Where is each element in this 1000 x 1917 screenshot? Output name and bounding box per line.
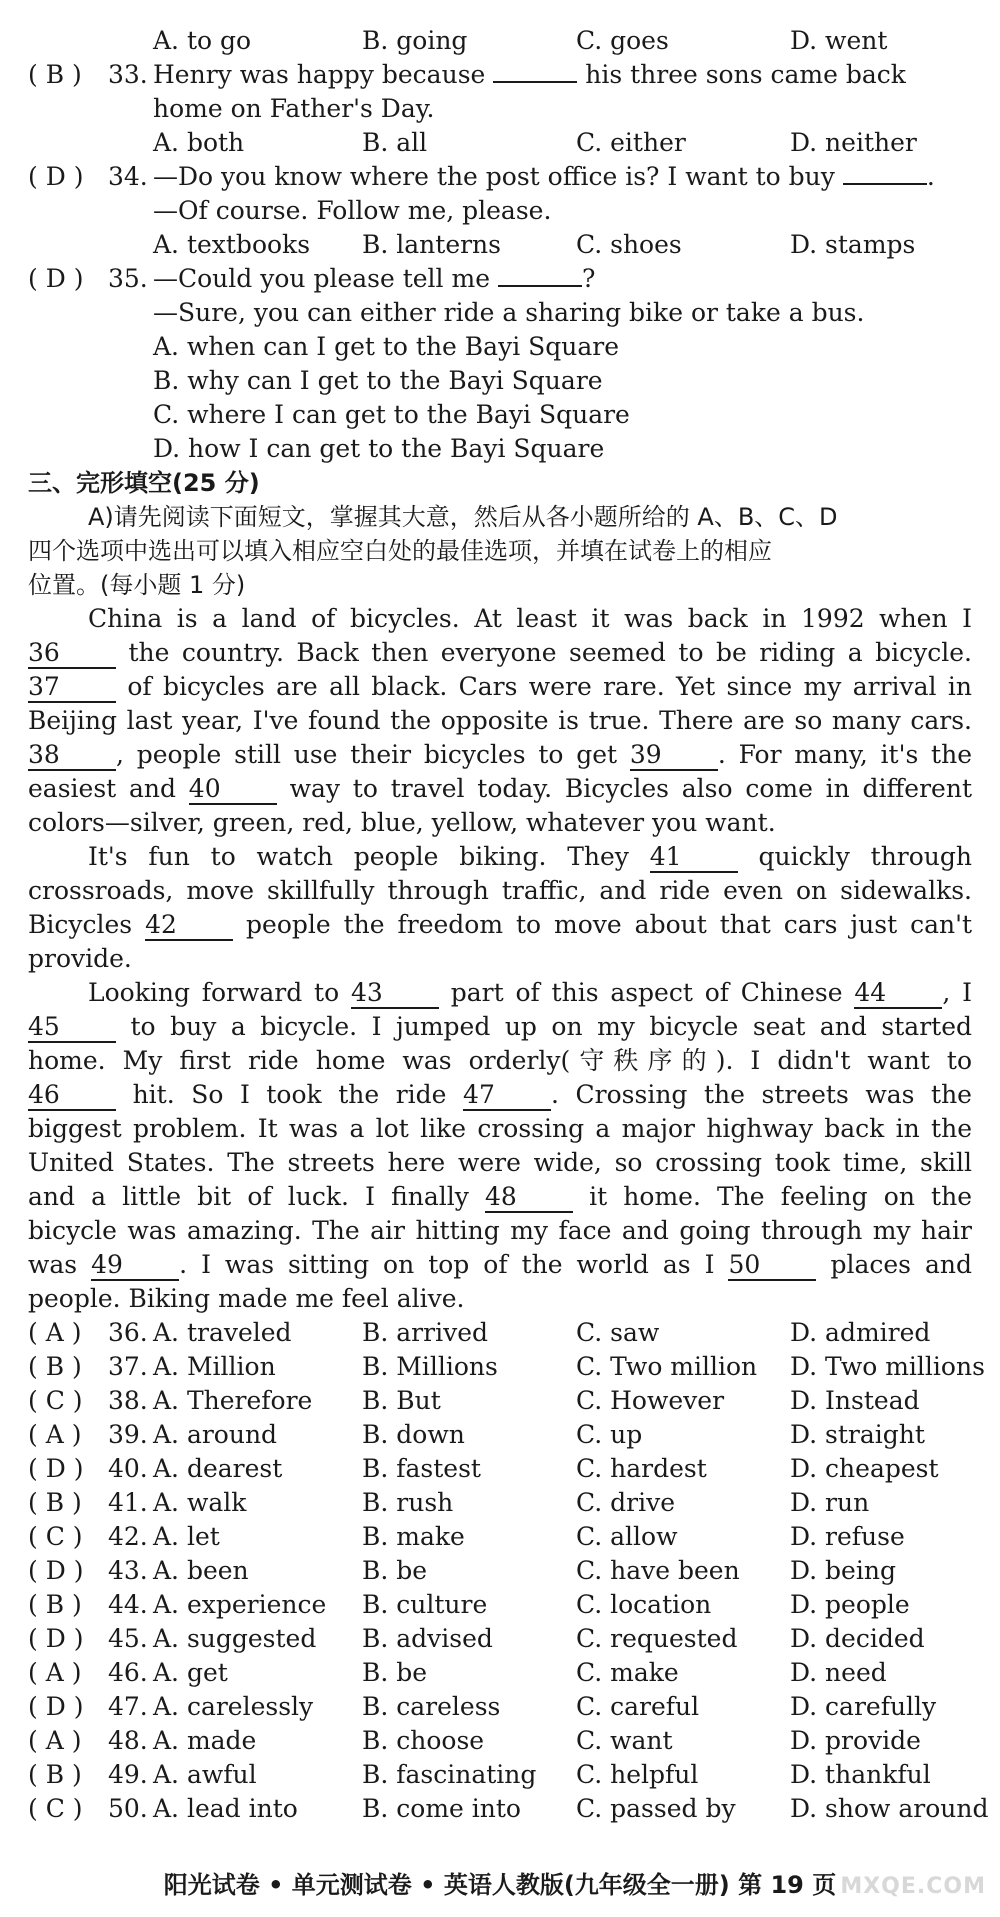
option-a: A. lead into: [153, 1794, 298, 1823]
option-b: B. advised: [362, 1624, 493, 1653]
option-b: B. choose: [362, 1726, 485, 1755]
choice-row: [0, 1792, 1000, 1826]
passage-line: 37 of bicycles are all black. Cars were rare. Yet since my arrival in: [28, 672, 972, 701]
answer-mark: ( A ): [28, 1726, 82, 1755]
question-number: 41.: [108, 1488, 148, 1517]
answer-mark: ( D ): [28, 162, 84, 191]
option-b: B. rush: [362, 1488, 454, 1517]
blank-50: 50: [728, 1251, 816, 1281]
question-text: —Of course. Follow me, please.: [153, 196, 552, 225]
passage-line: China is a land of bicycles. At least it was back in 1992 when I: [88, 604, 972, 633]
option-b: B. fastest: [362, 1454, 481, 1483]
option-b: B. be: [362, 1556, 428, 1585]
passage-line: 36 the country. Back then everyone seemed to be riding a bicycle.: [28, 638, 972, 667]
blank-44: 44: [854, 979, 942, 1009]
question-number: 34.: [108, 162, 148, 191]
option-d: D. people: [790, 1590, 910, 1619]
answer-blank: [498, 285, 582, 287]
question-number: 36.: [108, 1318, 148, 1347]
question-35-option-a: [0, 330, 1000, 364]
option-a: A. Million: [153, 1352, 276, 1381]
question-number: 45.: [108, 1624, 148, 1653]
option-d: D. cheapest: [790, 1454, 939, 1483]
question-35-option-c: [0, 398, 1000, 432]
option-c: C. However: [576, 1386, 725, 1415]
question-number: 47.: [108, 1692, 148, 1721]
choice-row: [0, 1384, 1000, 1418]
option-b: B. careless: [362, 1692, 501, 1721]
answer-mark: ( D ): [28, 1556, 84, 1585]
answer-mark: ( B ): [28, 1590, 82, 1619]
option-a: A. walk: [153, 1488, 247, 1517]
answer-mark: ( A ): [28, 1658, 82, 1687]
blank-46: 46: [28, 1081, 116, 1111]
option-a: A. Therefore: [153, 1386, 313, 1415]
blank-48: 48: [485, 1183, 573, 1213]
option-d: D. Instead: [790, 1386, 920, 1415]
watermark: MXQE.COM: [840, 1874, 986, 1899]
option-d: D. carefully: [790, 1692, 937, 1721]
question-number: 38.: [108, 1386, 148, 1415]
choice-row: [0, 1418, 1000, 1452]
passage-line: Beijing last year, I've found the opposite is true. There are so many cars.: [28, 706, 972, 735]
answer-mark: ( D ): [28, 1692, 84, 1721]
question-number: 42.: [108, 1522, 148, 1551]
question-text: —Do you know where the post office is? I want to buy .: [153, 162, 935, 191]
blank-47: 47: [463, 1081, 551, 1111]
blank-49: 49: [91, 1251, 179, 1281]
option-b: B. down: [362, 1420, 465, 1449]
question-35: [0, 262, 1000, 296]
choice-row: [0, 1554, 1000, 1588]
section-title: 三、完形填空(25 分): [28, 469, 260, 497]
question-number: 50.: [108, 1794, 148, 1823]
option-c: C. drive: [576, 1488, 675, 1517]
option-c: C. goes: [576, 26, 669, 55]
passage-line: 46 hit. So I took the ride 47 . Crossing the streets was the: [28, 1080, 972, 1109]
blank-42: 42: [145, 911, 233, 941]
option-c: C. passed by: [576, 1794, 736, 1823]
option-d: D. decided: [790, 1624, 925, 1653]
q32-options: [0, 24, 1000, 58]
option-c: C. make: [576, 1658, 679, 1687]
question-number: 33.: [108, 60, 148, 89]
page-footer: 阳光试卷 • 单元测试卷 • 英语人教版(九年级全一册) 第 19 页: [163, 1871, 837, 1899]
passage-line: home. My first ride home was orderly(守秩序的). I didn't want to: [28, 1046, 972, 1075]
question-number: 49.: [108, 1760, 148, 1789]
option-d: D. thankful: [790, 1760, 931, 1789]
passage-line: people. Biking made me feel alive.: [28, 1284, 465, 1313]
choice-row: [0, 1690, 1000, 1724]
question-35-line2: [0, 296, 1000, 330]
passage-line: biggest problem. It was a lot like crossing a major highway back in the: [28, 1114, 972, 1143]
option-a: A. both: [153, 128, 245, 157]
option-a: A. let: [153, 1522, 220, 1551]
section-instructions-2: 四个选项中选出可以填入相应空白处的最佳选项，并填在试卷上的相应: [28, 537, 772, 565]
passage-line: It's fun to watch people biking. They 41 quickly through: [88, 842, 973, 871]
option-d: D. how I can get to the Bayi Square: [153, 434, 605, 463]
option-a: A. to go: [153, 26, 252, 55]
option-c: C. either: [576, 128, 686, 157]
answer-mark: ( A ): [28, 1318, 82, 1347]
option-b: B. why can I get to the Bayi Square: [153, 366, 603, 395]
option-c: C. up: [576, 1420, 643, 1449]
option-d: D. went: [790, 26, 888, 55]
passage-line: United States. The streets here were wide, so crossing took time, skill: [28, 1148, 972, 1177]
choice-row: [0, 1588, 1000, 1622]
blank-45: 45: [28, 1013, 116, 1043]
choice-row: [0, 1486, 1000, 1520]
section-instructions-3: 位置。(每小题 1 分): [28, 571, 246, 599]
answer-mark: ( C ): [28, 1794, 83, 1823]
question-34-line2: [0, 194, 1000, 228]
option-d: D. need: [790, 1658, 887, 1687]
question-34-options: [0, 228, 1000, 262]
question-35-option-b: [0, 364, 1000, 398]
option-a: A. suggested: [153, 1624, 317, 1653]
option-d: D. refuse: [790, 1522, 905, 1551]
answer-mark: ( B ): [28, 1760, 82, 1789]
question-text: home on Father's Day.: [153, 94, 435, 123]
option-a: A. carelessly: [153, 1692, 314, 1721]
question-number: 44.: [108, 1590, 148, 1619]
option-d: D. admired: [790, 1318, 931, 1347]
option-c: C. where I can get to the Bayi Square: [153, 400, 630, 429]
option-d: D. stamps: [790, 230, 916, 259]
question-text: —Could you please tell me ?: [153, 264, 596, 293]
option-c: C. allow: [576, 1522, 678, 1551]
passage-line: was 49 . I was sitting on top of the world as I 50 places and: [28, 1250, 973, 1279]
question-text: Henry was happy because his three sons came back: [153, 60, 906, 89]
option-c: C. hardest: [576, 1454, 707, 1483]
option-b: B. make: [362, 1522, 465, 1551]
passage-line: colors—silver, green, red, blue, yellow, whatever you want.: [28, 808, 776, 837]
passage-line: Bicycles 42 people the freedom to move about that cars just can't: [28, 910, 972, 939]
answer-mark: ( C ): [28, 1522, 83, 1551]
choice-row: [0, 1656, 1000, 1690]
option-c: C. saw: [576, 1318, 660, 1347]
option-a: A. experience: [153, 1590, 327, 1619]
passage-line: bicycle was amazing. The air hitting my face and going through my hair: [28, 1216, 972, 1245]
answer-blank: [843, 183, 927, 185]
option-a: A. get: [153, 1658, 228, 1687]
option-c: C. helpful: [576, 1760, 699, 1789]
question-number: 46.: [108, 1658, 148, 1687]
passage-line: provide.: [28, 944, 132, 973]
option-b: B. all: [362, 128, 428, 157]
option-a: A. textbooks: [153, 230, 311, 259]
answer-mark: ( D ): [28, 264, 84, 293]
option-a: A. traveled: [153, 1318, 292, 1347]
blank-41: 41: [650, 843, 738, 873]
option-b: B. But: [362, 1386, 441, 1415]
question-number: 39.: [108, 1420, 148, 1449]
option-d: D. run: [790, 1488, 870, 1517]
option-c: C. have been: [576, 1556, 740, 1585]
option-d: D. being: [790, 1556, 896, 1585]
passage-line: 38 , people still use their bicycles to get 39 . For many, it's the: [28, 740, 972, 769]
blank-43: 43: [351, 979, 439, 1009]
blank-36: 36: [28, 639, 116, 669]
question-33: [0, 58, 1000, 92]
option-d: D. Two millions: [790, 1352, 985, 1381]
option-d: D. straight: [790, 1420, 925, 1449]
blank-37: 37: [28, 673, 116, 703]
option-b: B. lanterns: [362, 230, 501, 259]
option-b: B. Millions: [362, 1352, 498, 1381]
option-c: C. location: [576, 1590, 712, 1619]
choice-row: [0, 1724, 1000, 1758]
option-b: B. going: [362, 26, 468, 55]
option-d: D. neither: [790, 128, 917, 157]
question-number: 48.: [108, 1726, 148, 1755]
answer-mark: ( C ): [28, 1386, 83, 1415]
option-c: C. want: [576, 1726, 673, 1755]
question-33-options: [0, 126, 1000, 160]
option-d: D. show around: [790, 1794, 989, 1823]
question-number: 37.: [108, 1352, 148, 1381]
passage-line: 45 to buy a bicycle. I jumped up on my bicycle seat and started: [28, 1012, 972, 1041]
question-text: —Sure, you can either ride a sharing bike or take a bus.: [153, 298, 865, 327]
answer-mark: ( A ): [28, 1420, 82, 1449]
question-35-option-d: [0, 432, 1000, 466]
blank-40: 40: [189, 775, 277, 805]
option-b: B. arrived: [362, 1318, 488, 1347]
answer-mark: ( B ): [28, 1488, 82, 1517]
choice-row: [0, 1452, 1000, 1486]
passage-line: Looking forward to 43 part of this aspect of Chinese 44 , I: [88, 978, 972, 1007]
option-c: C. Two million: [576, 1352, 758, 1381]
question-number: 43.: [108, 1556, 148, 1585]
answer-mark: ( D ): [28, 1454, 84, 1483]
question-34: [0, 160, 1000, 194]
answer-mark: ( B ): [28, 1352, 82, 1381]
option-a: A. made: [153, 1726, 257, 1755]
question-number: 40.: [108, 1454, 148, 1483]
option-b: B. culture: [362, 1590, 488, 1619]
choice-row: [0, 1758, 1000, 1792]
option-c: C. requested: [576, 1624, 738, 1653]
choice-row: [0, 1622, 1000, 1656]
passage-line: crossroads, move skillfully through traffic, and ride even on sidewalks.: [28, 876, 972, 905]
option-d: D. provide: [790, 1726, 921, 1755]
answer-mark: ( D ): [28, 1624, 84, 1653]
option-b: B. fascinating: [362, 1760, 537, 1789]
option-c: C. careful: [576, 1692, 700, 1721]
option-a: A. been: [153, 1556, 249, 1585]
option-b: B. come into: [362, 1794, 521, 1823]
section-instructions-1: A)请先阅读下面短文，掌握其大意，然后从各小题所给的 A、B、C、D: [88, 503, 838, 531]
question-33-line2: [0, 92, 1000, 126]
choice-row: [0, 1520, 1000, 1554]
answer-blank: [493, 81, 577, 83]
choice-row: [0, 1316, 1000, 1350]
passage-line: and a little bit of luck. I finally 48 it home. The feeling on the: [28, 1182, 972, 1211]
blank-39: 39: [630, 741, 718, 771]
option-a: A. when can I get to the Bayi Square: [153, 332, 620, 361]
answer-mark: ( B ): [28, 60, 82, 89]
choice-row: [0, 1350, 1000, 1384]
option-a: A. awful: [153, 1760, 257, 1789]
question-number: 35.: [108, 264, 148, 293]
option-a: A. dearest: [153, 1454, 283, 1483]
blank-38: 38: [28, 741, 116, 771]
passage-line: easiest and 40 way to travel today. Bicycles also come in different: [28, 774, 972, 803]
option-a: A. around: [153, 1420, 278, 1449]
option-b: B. be: [362, 1658, 428, 1687]
option-c: C. shoes: [576, 230, 682, 259]
